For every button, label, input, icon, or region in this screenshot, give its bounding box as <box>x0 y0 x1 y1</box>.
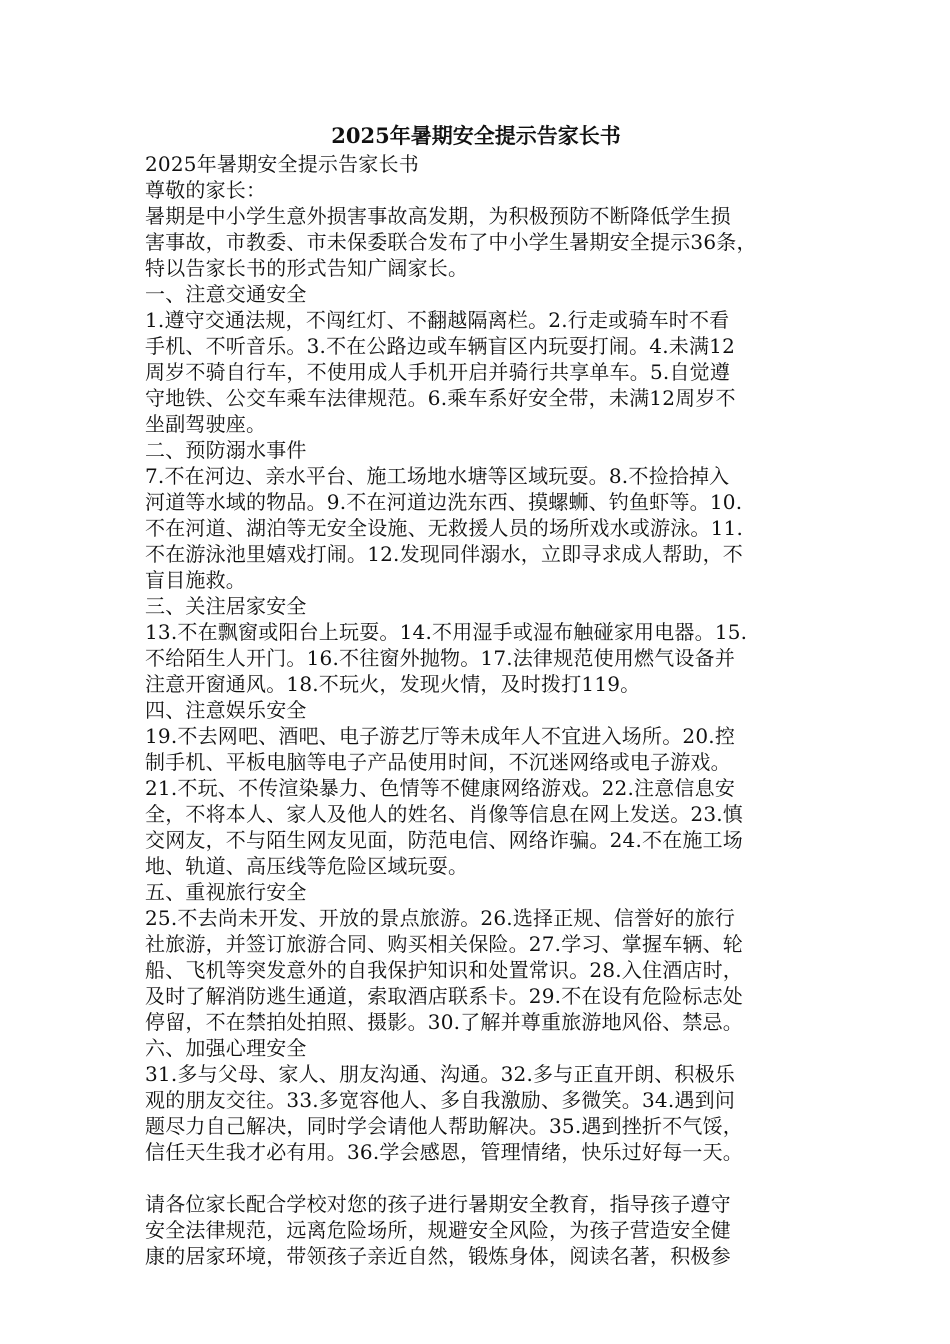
text-line: 注意开窗通风。18.不玩火，发现火情，及时拨打119。 <box>145 672 641 696</box>
document-body <box>145 151 807 1269</box>
text-line: 1.遵守交通法规，不闯红灯、不翻越隔离栏。2.行走或骑车时不看 <box>145 308 730 332</box>
text-line: 六、加强心理安全 <box>145 1036 307 1060</box>
blank-line <box>145 1165 807 1191</box>
text-line: 船、飞机等突发意外的自我保护知识和处置常识。28.入住酒店时， <box>145 958 744 982</box>
text-line: 三、关注居家安全 <box>145 594 307 618</box>
text-line: 不在河道、湖泊等无安全设施、无救援人员的场所戏水或游泳。11. <box>145 516 744 540</box>
text-line: 交网友，不与陌生网友见面，防范电信、网络诈骗。24.不在施工场 <box>145 828 744 852</box>
document-page <box>145 121 807 1269</box>
document-title: 2025年暑期安全提示告家长书 <box>331 123 621 148</box>
text-line: 守地铁、公交车乘车法律规范。6.乘车系好安全带，未满12周岁不 <box>145 386 736 410</box>
text-line: 河道等水域的物品。9.不在河道边洗东西、摸螺蛳、钓鱼虾等。10. <box>145 490 743 514</box>
text-line: 停留，不在禁拍处拍照、摄影。30.了解并尊重旅游地风俗、禁忌。 <box>145 1010 744 1034</box>
text-line: 五、重视旅行安全 <box>145 880 307 904</box>
text-line: 7.不在河边、亲水平台、施工场地水塘等区域玩耍。8.不捡拾掉入 <box>145 464 730 488</box>
text-line: 社旅游，并签订旅游合同、购买相关保险。27.学习、掌握车辆、轮 <box>145 932 744 956</box>
text-line: 题尽力自己解决，同时学会请他人帮助解决。35.遇到挫折不气馁， <box>145 1114 744 1138</box>
text-line: 盲目施救。 <box>145 568 246 592</box>
text-line: 31.多与父母、家人、朋友沟通、沟通。32.多与正直开朗、积极乐 <box>145 1062 736 1086</box>
text-line: 不在游泳池里嬉戏打闹。12.发现同伴溺水，立即寻求成人帮助，不 <box>145 542 744 566</box>
text-line: 观的朋友交往。33.多宽容他人、多自我激励、多微笑。34.遇到问 <box>145 1088 736 1112</box>
text-line: 制手机、平板电脑等电子产品使用时间，不沉迷网络或电子游戏。 <box>145 750 731 774</box>
text-line: 21.不玩、不传渲染暴力、色情等不健康网络游戏。22.注意信息安 <box>145 776 736 800</box>
text-line: 手机、不听音乐。3.不在公路边或车辆盲区内玩耍打闹。4.未满12 <box>145 334 736 358</box>
text-line: 四、注意娱乐安全 <box>145 698 307 722</box>
text-line: 坐副驾驶座。 <box>145 412 267 436</box>
text-line: 尊敬的家长： <box>145 178 267 202</box>
text-line: 不给陌生人开门。16.不往窗外抛物。17.法律规范使用燃气设备并 <box>145 646 736 670</box>
text-line: 周岁不骑自行车，不使用成人手机开启并骑行共享单车。5.自觉遵 <box>145 360 731 384</box>
text-line: 二、预防溺水事件 <box>145 438 307 462</box>
text-line: 地、轨道、高压线等危险区域玩耍。 <box>145 854 469 878</box>
text-line: 康的居家环境，带领孩子亲近自然，锻炼身体，阅读名著，积极参 <box>145 1244 731 1268</box>
text-line: 及时了解消防逃生通道，索取酒店联系卡。29.不在设有危险标志处 <box>145 984 744 1008</box>
text-line: 2025年暑期安全提示告家长书 <box>145 152 419 176</box>
text-line: 请各位家长配合学校对您的孩子进行暑期安全教育，指导孩子遵守 <box>145 1192 731 1216</box>
text-line: 信任天生我才必有用。36.学会感恩，管理情绪，快乐过好每一天。 <box>145 1140 744 1164</box>
text-line: 一、注意交通安全 <box>145 282 307 306</box>
text-line: 全，不将本人、家人及他人的姓名、肖像等信息在网上发送。23.慎 <box>145 802 744 826</box>
text-line: 25.不去尚未开发、开放的景点旅游。26.选择正规、信誉好的旅行 <box>145 906 736 930</box>
text-line: 安全法律规范，远离危险场所，规避安全风险，为孩子营造安全健 <box>145 1218 731 1242</box>
text-line: 害事故，市教委、市未保委联合发布了中小学生暑期安全提示36条， <box>145 230 757 254</box>
text-line: 13.不在飘窗或阳台上玩耍。14.不用湿手或湿布触碰家用电器。15. <box>145 620 748 644</box>
text-line: 特以告家长书的形式告知广阔家长。 <box>145 256 469 280</box>
text-line: 19.不去网吧、酒吧、电子游艺厅等未成年人不宜进入场所。20.控 <box>145 724 736 748</box>
text-line: 暑期是中小学生意外损害事故高发期，为积极预防不断降低学生损 <box>145 204 731 228</box>
